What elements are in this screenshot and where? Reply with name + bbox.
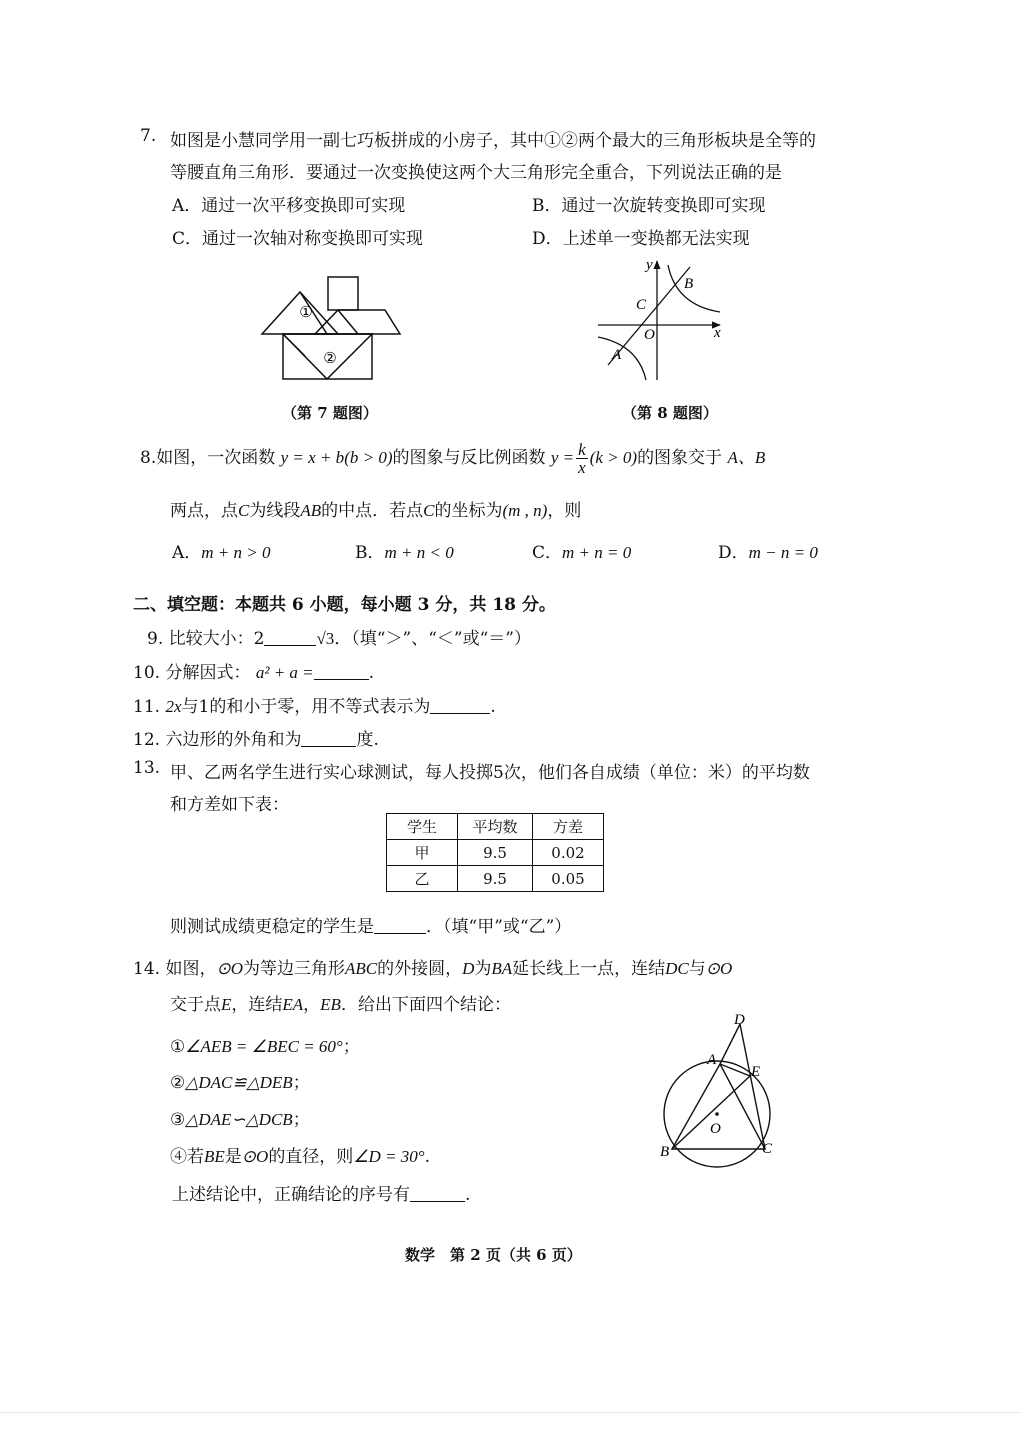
q14-var: ABC [344,959,378,978]
q7-option-a: A．通过一次平移变换即可实现 [172,196,406,216]
q14-text: 如图， [165,959,217,979]
q14-var: E [221,995,232,1014]
q13-stem-line2: 和方差如下表： [170,795,289,815]
q14-text: 延长线上一点，连结 [512,959,666,979]
q14-text: 的外接圆， [377,959,463,979]
tangram-square [328,277,358,310]
table-cell: 甲 [387,840,458,866]
q7-stem-line1: 如图是小慧同学用一副七巧板拼成的小房子，其中①②两个最大的三角形板块是全等的 [170,131,816,151]
q14-conclusion-3 [170,1105,310,1130]
q14-text: ．给出下面四个结论： [340,995,511,1015]
q10-number: 10. [133,663,161,683]
table-header-cell: 方差 [533,814,604,840]
q8-inverse-condition: (k > 0) [589,448,638,467]
fraction-denominator: x [578,458,586,477]
q14-var: EB [320,995,341,1014]
point-b-label: B [684,276,694,292]
q9-answer-blank[interactable] [264,629,316,646]
q14-conclusion-1 [170,1032,360,1057]
q14-text: 上述结论中，正确结论的序号有 [172,1185,410,1205]
q8-option-b [355,538,454,563]
q13-number: 13. [133,758,161,778]
q9-number: 9. [147,629,164,649]
q14-circle-o: ⊙O [216,959,243,978]
point-d-label: D [734,1012,745,1028]
q14-stem-line1 [133,954,732,979]
q13-question-line [170,912,571,937]
q8-linear-formula: y = x + b [280,448,345,467]
q7-house-figure [255,272,405,387]
q14-text: 与 [688,959,706,979]
q8-graph-figure [590,255,730,385]
q14-text: 若 [187,1147,204,1167]
option-expr: m + n = 0 [562,543,632,562]
option-expr: m − n = 0 [748,543,818,562]
q14-conclusion-4 [170,1142,430,1167]
page-bottom-divider [0,1412,1021,1413]
q14-text: 为等边三角形 [242,959,345,979]
conclusion-number: ② [170,1073,186,1093]
center-point [715,1112,719,1116]
q8-option-d [718,538,818,563]
q11-text-1: 与1的和小于零，用不等式表示为 [181,697,431,717]
table-row [387,840,604,866]
q12-answer-blank[interactable] [301,730,356,747]
q11-expression: 2x [165,697,182,716]
q14-conclusion-2 [170,1068,310,1093]
q10 [133,658,374,683]
q7-option-c: C．通过一次轴对称变换即可实现 [172,229,424,249]
q13-text-a: 则测试成绩更稳定的学生是 [170,917,374,937]
point-b-label: B [660,1144,670,1160]
point-c-label: C [636,297,647,313]
q7-figure-caption: （第 7 题图） [282,404,378,422]
table-header-row [387,814,604,840]
q12-number: 12. [133,730,161,750]
conclusion-end: ； [292,1110,310,1130]
q11-answer-blank[interactable] [430,697,490,714]
q8-line2-text-e: ，则 [547,501,582,521]
q14-circle-o: ⊙O [241,1147,269,1166]
q14-text: 为 [474,959,492,979]
q14-answer-blank[interactable] [410,1185,465,1202]
q13-stem-line1: 甲、乙两名学生进行实心球测试，每人投掷5次，他们各自成绩（单位：米）的平均数 [170,763,810,783]
conclusion-end: . [424,1147,431,1167]
q8-line2-text-b: 为线段 [249,501,301,521]
q14-var: BA [491,959,513,978]
tangram-mark-1: ① [299,303,313,321]
q13-answer-blank[interactable] [374,917,426,934]
q7-option-b: B．通过一次旋转变换即可实现 [532,196,766,216]
table-row [387,866,604,892]
q12 [133,725,379,750]
conclusion-end: ； [292,1073,310,1093]
q10-text-2: . [368,663,375,683]
q10-answer-blank[interactable] [314,663,369,680]
q10-text-1: 分解因式： [165,663,251,683]
q8-line2-text-c: 的中点．若点 [321,501,424,521]
q10-expression: a² + a = [255,663,314,682]
q8-coordinate: (m , n) [502,501,548,520]
table-cell: 9.5 [458,866,533,892]
q14-text: ， [303,995,321,1015]
segment-da [720,1024,740,1064]
origin-label: O [644,327,655,343]
table-header-cell: 学生 [387,814,458,840]
conclusion-expr: △DAC≌△DEB [185,1073,293,1092]
q8-line2-text-d: 的坐标为 [434,501,503,521]
q8-option-c [532,538,631,563]
q8-line2-text-a: 两点，点 [170,501,238,521]
conclusion-expr: ∠AEB = ∠BEC = 60° [185,1037,343,1056]
fraction-numerator: k [578,440,586,459]
q8-figure-caption: （第 8 题图） [622,404,718,422]
table-cell: 0.05 [533,866,604,892]
segment-eb [672,1076,750,1149]
q14-var: BE [204,1147,225,1166]
q14-circle-o: ⊙O [705,959,733,978]
q12-text-1: 六边形的外角和为 [165,730,302,750]
point-a-label: A [612,347,622,363]
table-header-cell: 平均数 [458,814,533,840]
q14-question-line [172,1180,470,1205]
q14-var: EA [282,995,304,1014]
q9-sqrt: √3 [316,629,335,648]
point-c-label: C [762,1141,773,1157]
q14-text: 是 [224,1147,242,1167]
q13-text-b: ．（填“甲”或“乙”） [426,917,572,937]
q14-stem-line2 [170,990,511,1015]
q7-stem-line2: 等腰直角三角形．要通过一次变换使这两个大三角形完全重合，下列说法正确的是 [170,163,782,183]
conclusion-expr: △DAE∽△DCB [185,1110,293,1129]
q11 [133,692,496,717]
q8-inverse-fraction [576,441,588,476]
x-axis-label: x [714,325,721,341]
q14-text: 的直径，则 [268,1147,354,1167]
q7-option-d: D．上述单一变换都无法实现 [532,229,750,249]
q8-var-ab: AB [300,501,322,520]
option-label: A． [172,543,202,563]
q14-number: 14. [133,959,161,979]
q8-linear-condition: (b > 0) [344,448,393,467]
q8-var-c2: C [423,501,435,520]
conclusion-expr: ∠D = 30° [353,1147,425,1166]
option-expr: m + n > 0 [201,543,271,562]
conclusion-number: ④ [170,1147,187,1167]
segment-dc [740,1024,765,1149]
section-2-header: 二、填空题：本题共 6 小题，每小题 3 分，共 18 分。 [133,595,556,615]
conclusion-number: ① [170,1037,186,1057]
table-cell: 9.5 [458,840,533,866]
q11-text-2: . [490,697,496,717]
q9-text-1: 比较大小：2 [168,629,265,649]
y-axis-label: y [646,257,653,273]
point-a-label: A [707,1052,717,1068]
hyperbola-branch-2 [598,337,646,380]
option-expr: m + n < 0 [384,543,454,562]
q14-text: . [465,1185,471,1205]
hyperbola-branch-1 [668,265,720,312]
option-label: B． [355,543,385,563]
q8-text-1: 如图，一次函数 [156,448,276,468]
q14-circle-figure [650,1008,790,1170]
conclusion-end: ； [342,1037,360,1057]
point-e-label: E [751,1064,761,1080]
q8-text-3: 的图象交于 [637,448,723,468]
center-o-label: O [710,1121,721,1137]
q14-text: 交于点 [170,995,221,1015]
q8-option-a [172,538,271,563]
table-cell: 0.02 [533,840,604,866]
q8-stem-line2 [170,496,581,521]
table-cell: 乙 [387,866,458,892]
q8-points-ab: A、B [727,448,766,467]
page-footer: 数学 第 2 页（共 6 页） [405,1246,582,1264]
q14-var: DC [665,959,689,978]
q7-number: 7. [140,126,157,146]
q8-number: 8. [140,448,157,468]
q13-score-table [386,813,604,892]
tangram-mark-2: ② [323,349,337,367]
option-label: C． [532,543,563,563]
q8-var-c: C [238,501,250,520]
q9 [147,624,531,649]
q8-inverse-lhs: y = [550,448,575,467]
q14-text: ，连结 [231,995,283,1015]
q8-stem-line1 [140,440,765,476]
q11-number: 11. [133,697,161,717]
option-label: D． [718,543,749,563]
conclusion-number: ③ [170,1110,186,1130]
q8-text-2: 的图象与反比例函数 [392,448,546,468]
q12-text-2: 度. [356,730,379,750]
q14-var: D [462,959,475,978]
q9-text-2: ．（填“＞”、“＜”或“＝”） [334,629,531,649]
